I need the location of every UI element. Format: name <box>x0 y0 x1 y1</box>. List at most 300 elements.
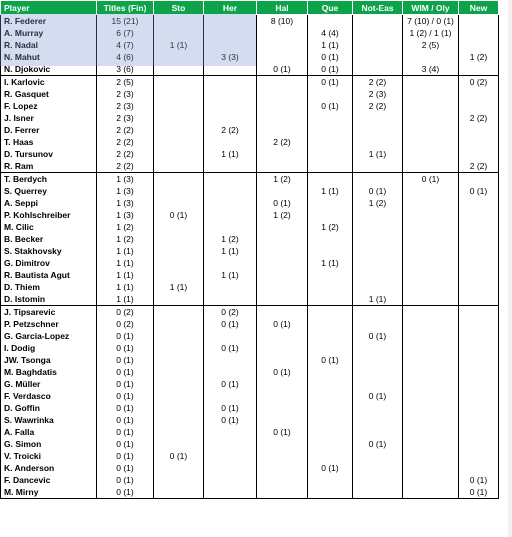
cell-sto[interactable] <box>154 426 204 438</box>
cell-not-eas[interactable] <box>353 233 403 245</box>
cell-hal[interactable] <box>257 293 308 306</box>
cell-sto[interactable] <box>154 318 204 330</box>
cell-hal[interactable] <box>257 450 308 462</box>
cell-her[interactable] <box>204 486 257 499</box>
cell-not-eas[interactable]: 2 (2) <box>353 76 403 89</box>
cell-player[interactable]: P. Kohlschreiber <box>1 209 97 221</box>
cell-que[interactable] <box>308 148 353 160</box>
cell-her[interactable] <box>204 390 257 402</box>
cell-not-eas[interactable] <box>353 354 403 366</box>
cell-her[interactable] <box>204 221 257 233</box>
cell-que[interactable] <box>308 306 353 319</box>
cell-wim-oly[interactable] <box>403 245 459 257</box>
cell-not-eas[interactable] <box>353 63 403 76</box>
cell-sto[interactable] <box>154 15 204 28</box>
cell-que[interactable] <box>308 414 353 426</box>
cell-hal[interactable] <box>257 100 308 112</box>
cell-player[interactable]: D. Istomin <box>1 293 97 306</box>
cell-hal[interactable] <box>257 245 308 257</box>
cell-titles[interactable]: 0 (2) <box>97 306 154 319</box>
cell-player[interactable]: G. Dimitrov <box>1 257 97 269</box>
column-header-player[interactable]: Player <box>1 1 97 15</box>
cell-player[interactable]: N. Mahut <box>1 51 97 63</box>
cell-titles[interactable]: 1 (1) <box>97 269 154 281</box>
cell-sto[interactable] <box>154 221 204 233</box>
cell-new[interactable] <box>459 148 499 160</box>
cell-player[interactable]: D. Tursunov <box>1 148 97 160</box>
cell-titles[interactable]: 2 (2) <box>97 160 154 173</box>
cell-new[interactable] <box>459 342 499 354</box>
cell-player[interactable]: J. Tipsarevic <box>1 306 97 319</box>
cell-player[interactable]: A. Seppi <box>1 197 97 209</box>
cell-que[interactable]: 0 (1) <box>308 100 353 112</box>
cell-not-eas[interactable] <box>353 27 403 39</box>
cell-player[interactable]: JW. Tsonga <box>1 354 97 366</box>
cell-titles[interactable]: 0 (1) <box>97 378 154 390</box>
cell-not-eas[interactable] <box>353 269 403 281</box>
cell-not-eas[interactable] <box>353 426 403 438</box>
cell-hal[interactable]: 1 (2) <box>257 173 308 186</box>
cell-player[interactable]: T. Haas <box>1 136 97 148</box>
cell-her[interactable] <box>204 293 257 306</box>
cell-titles[interactable]: 2 (3) <box>97 100 154 112</box>
cell-sto[interactable] <box>154 342 204 354</box>
cell-wim-oly[interactable] <box>403 318 459 330</box>
cell-hal[interactable] <box>257 160 308 173</box>
cell-titles[interactable]: 2 (3) <box>97 112 154 124</box>
cell-new[interactable] <box>459 100 499 112</box>
cell-her[interactable] <box>204 462 257 474</box>
cell-new[interactable] <box>459 318 499 330</box>
cell-que[interactable] <box>308 390 353 402</box>
cell-not-eas[interactable] <box>353 39 403 51</box>
cell-hal[interactable] <box>257 221 308 233</box>
cell-sto[interactable] <box>154 197 204 209</box>
cell-wim-oly[interactable] <box>403 378 459 390</box>
cell-hal[interactable] <box>257 330 308 342</box>
cell-wim-oly[interactable] <box>403 197 459 209</box>
column-header-sto[interactable]: Sto <box>154 1 204 15</box>
cell-her[interactable] <box>204 185 257 197</box>
cell-player[interactable]: R. Federer <box>1 15 97 28</box>
cell-wim-oly[interactable] <box>403 257 459 269</box>
cell-new[interactable] <box>459 245 499 257</box>
cell-her[interactable] <box>204 76 257 89</box>
cell-her[interactable] <box>204 438 257 450</box>
cell-new[interactable] <box>459 390 499 402</box>
cell-player[interactable]: R. Ram <box>1 160 97 173</box>
cell-titles[interactable]: 0 (1) <box>97 330 154 342</box>
cell-her[interactable]: 1 (2) <box>204 233 257 245</box>
cell-hal[interactable]: 0 (1) <box>257 63 308 76</box>
cell-player[interactable]: G. Garcia-Lopez <box>1 330 97 342</box>
cell-titles[interactable]: 1 (3) <box>97 173 154 186</box>
cell-wim-oly[interactable] <box>403 462 459 474</box>
cell-wim-oly[interactable]: 0 (1) <box>403 173 459 186</box>
cell-sto[interactable] <box>154 378 204 390</box>
cell-player[interactable]: D. Thiem <box>1 281 97 293</box>
cell-que[interactable] <box>308 209 353 221</box>
cell-sto[interactable] <box>154 27 204 39</box>
cell-new[interactable] <box>459 39 499 51</box>
cell-wim-oly[interactable] <box>403 88 459 100</box>
cell-sto[interactable] <box>154 306 204 319</box>
cell-titles[interactable]: 2 (2) <box>97 148 154 160</box>
cell-not-eas[interactable]: 1 (2) <box>353 197 403 209</box>
cell-que[interactable] <box>308 88 353 100</box>
column-header-wim-oly[interactable]: WIM / Oly <box>403 1 459 15</box>
cell-player[interactable]: G. Müller <box>1 378 97 390</box>
cell-new[interactable]: 2 (2) <box>459 112 499 124</box>
cell-not-eas[interactable] <box>353 136 403 148</box>
cell-titles[interactable]: 4 (7) <box>97 39 154 51</box>
cell-new[interactable] <box>459 221 499 233</box>
cell-hal[interactable] <box>257 257 308 269</box>
cell-not-eas[interactable] <box>353 51 403 63</box>
cell-sto[interactable] <box>154 414 204 426</box>
cell-new[interactable] <box>459 462 499 474</box>
cell-new[interactable] <box>459 209 499 221</box>
cell-new[interactable] <box>459 281 499 293</box>
cell-hal[interactable] <box>257 76 308 89</box>
cell-not-eas[interactable] <box>353 462 403 474</box>
cell-sto[interactable] <box>154 63 204 76</box>
cell-new[interactable] <box>459 124 499 136</box>
cell-wim-oly[interactable]: 3 (4) <box>403 63 459 76</box>
cell-hal[interactable] <box>257 342 308 354</box>
cell-new[interactable]: 0 (1) <box>459 486 499 499</box>
cell-wim-oly[interactable] <box>403 306 459 319</box>
cell-new[interactable] <box>459 27 499 39</box>
column-header-her[interactable]: Her <box>204 1 257 15</box>
cell-hal[interactable] <box>257 354 308 366</box>
cell-que[interactable]: 1 (1) <box>308 185 353 197</box>
cell-new[interactable]: 0 (1) <box>459 474 499 486</box>
cell-que[interactable]: 0 (1) <box>308 76 353 89</box>
cell-hal[interactable] <box>257 124 308 136</box>
cell-wim-oly[interactable] <box>403 366 459 378</box>
cell-not-eas[interactable] <box>353 342 403 354</box>
cell-sto[interactable] <box>154 100 204 112</box>
cell-new[interactable] <box>459 426 499 438</box>
cell-wim-oly[interactable]: 7 (10) / 0 (1) <box>403 15 459 28</box>
cell-hal[interactable] <box>257 269 308 281</box>
cell-que[interactable] <box>308 450 353 462</box>
cell-sto[interactable] <box>154 462 204 474</box>
cell-her[interactable]: 0 (1) <box>204 318 257 330</box>
cell-not-eas[interactable] <box>353 450 403 462</box>
cell-not-eas[interactable] <box>353 318 403 330</box>
cell-hal[interactable] <box>257 112 308 124</box>
cell-sto[interactable]: 0 (1) <box>154 450 204 462</box>
cell-new[interactable] <box>459 269 499 281</box>
cell-sto[interactable] <box>154 185 204 197</box>
cell-wim-oly[interactable] <box>403 221 459 233</box>
cell-her[interactable] <box>204 112 257 124</box>
cell-que[interactable] <box>308 136 353 148</box>
cell-sto[interactable]: 1 (1) <box>154 39 204 51</box>
cell-hal[interactable] <box>257 27 308 39</box>
cell-wim-oly[interactable] <box>403 209 459 221</box>
cell-not-eas[interactable] <box>353 486 403 499</box>
cell-new[interactable] <box>459 197 499 209</box>
cell-sto[interactable] <box>154 366 204 378</box>
cell-not-eas[interactable] <box>353 366 403 378</box>
column-header-que[interactable]: Que <box>308 1 353 15</box>
cell-player[interactable]: R. Bautista Agut <box>1 269 97 281</box>
cell-new[interactable] <box>459 438 499 450</box>
column-header-titles[interactable]: Titles (Fin) <box>97 1 154 15</box>
cell-player[interactable]: F. Dancevic <box>1 474 97 486</box>
cell-player[interactable]: D. Ferrer <box>1 124 97 136</box>
cell-wim-oly[interactable] <box>403 293 459 306</box>
cell-player[interactable]: A. Falla <box>1 426 97 438</box>
cell-que[interactable]: 1 (1) <box>308 257 353 269</box>
cell-wim-oly[interactable] <box>403 185 459 197</box>
cell-her[interactable] <box>204 173 257 186</box>
cell-que[interactable] <box>308 269 353 281</box>
cell-wim-oly[interactable] <box>403 76 459 89</box>
cell-player[interactable]: K. Anderson <box>1 462 97 474</box>
cell-sto[interactable]: 1 (1) <box>154 281 204 293</box>
cell-titles[interactable]: 0 (2) <box>97 318 154 330</box>
cell-sto[interactable] <box>154 486 204 499</box>
cell-hal[interactable]: 0 (1) <box>257 318 308 330</box>
cell-not-eas[interactable]: 0 (1) <box>353 330 403 342</box>
cell-titles[interactable]: 3 (6) <box>97 63 154 76</box>
cell-que[interactable] <box>308 15 353 28</box>
cell-her[interactable] <box>204 100 257 112</box>
cell-wim-oly[interactable] <box>403 414 459 426</box>
cell-sto[interactable] <box>154 148 204 160</box>
cell-her[interactable]: 3 (3) <box>204 51 257 63</box>
cell-her[interactable] <box>204 63 257 76</box>
cell-que[interactable] <box>308 281 353 293</box>
cell-wim-oly[interactable] <box>403 148 459 160</box>
cell-que[interactable] <box>308 318 353 330</box>
cell-titles[interactable]: 2 (2) <box>97 124 154 136</box>
cell-player[interactable]: V. Troicki <box>1 450 97 462</box>
cell-titles[interactable]: 0 (1) <box>97 414 154 426</box>
cell-hal[interactable] <box>257 414 308 426</box>
cell-her[interactable] <box>204 354 257 366</box>
cell-titles[interactable]: 0 (1) <box>97 474 154 486</box>
cell-her[interactable] <box>204 27 257 39</box>
column-header-not-eas[interactable]: Not-Eas <box>353 1 403 15</box>
vertical-scrollbar[interactable] <box>508 0 512 537</box>
cell-player[interactable]: I. Karlovic <box>1 76 97 89</box>
cell-titles[interactable]: 1 (3) <box>97 197 154 209</box>
cell-new[interactable] <box>459 330 499 342</box>
cell-her[interactable] <box>204 39 257 51</box>
cell-wim-oly[interactable] <box>403 354 459 366</box>
cell-not-eas[interactable]: 1 (1) <box>353 293 403 306</box>
cell-player[interactable]: J. Isner <box>1 112 97 124</box>
cell-wim-oly[interactable] <box>403 438 459 450</box>
cell-player[interactable]: M. Baghdatis <box>1 366 97 378</box>
cell-titles[interactable]: 2 (2) <box>97 136 154 148</box>
cell-wim-oly[interactable] <box>403 160 459 173</box>
cell-que[interactable] <box>308 160 353 173</box>
cell-wim-oly[interactable] <box>403 112 459 124</box>
cell-hal[interactable]: 1 (2) <box>257 209 308 221</box>
column-header-hal[interactable]: Hal <box>257 1 308 15</box>
cell-player[interactable]: G. Simon <box>1 438 97 450</box>
cell-titles[interactable]: 0 (1) <box>97 426 154 438</box>
cell-sto[interactable] <box>154 402 204 414</box>
cell-que[interactable] <box>308 438 353 450</box>
cell-que[interactable] <box>308 366 353 378</box>
cell-wim-oly[interactable] <box>403 51 459 63</box>
cell-player[interactable]: D. Goffin <box>1 402 97 414</box>
cell-sto[interactable] <box>154 124 204 136</box>
cell-wim-oly[interactable] <box>403 402 459 414</box>
cell-her[interactable] <box>204 257 257 269</box>
cell-titles[interactable]: 1 (1) <box>97 245 154 257</box>
cell-titles[interactable]: 15 (21) <box>97 15 154 28</box>
cell-hal[interactable]: 2 (2) <box>257 136 308 148</box>
cell-her[interactable]: 1 (1) <box>204 148 257 160</box>
cell-hal[interactable] <box>257 462 308 474</box>
cell-hal[interactable] <box>257 306 308 319</box>
cell-not-eas[interactable] <box>353 124 403 136</box>
cell-que[interactable] <box>308 330 353 342</box>
cell-player[interactable]: M. Mirny <box>1 486 97 499</box>
cell-new[interactable] <box>459 450 499 462</box>
cell-not-eas[interactable] <box>353 221 403 233</box>
cell-que[interactable] <box>308 173 353 186</box>
cell-titles[interactable]: 0 (1) <box>97 486 154 499</box>
cell-sto[interactable] <box>154 173 204 186</box>
cell-new[interactable] <box>459 306 499 319</box>
cell-player[interactable]: N. Djokovic <box>1 63 97 76</box>
cell-wim-oly[interactable] <box>403 330 459 342</box>
cell-new[interactable]: 1 (2) <box>459 51 499 63</box>
cell-new[interactable] <box>459 354 499 366</box>
cell-sto[interactable] <box>154 390 204 402</box>
cell-player[interactable]: S. Wawrinka <box>1 414 97 426</box>
cell-her[interactable]: 0 (1) <box>204 378 257 390</box>
cell-player[interactable]: S. Stakhovsky <box>1 245 97 257</box>
cell-sto[interactable] <box>154 112 204 124</box>
cell-que[interactable] <box>308 245 353 257</box>
cell-sto[interactable] <box>154 76 204 89</box>
cell-sto[interactable] <box>154 88 204 100</box>
cell-wim-oly[interactable] <box>403 136 459 148</box>
cell-titles[interactable]: 0 (1) <box>97 402 154 414</box>
cell-titles[interactable]: 6 (7) <box>97 27 154 39</box>
cell-not-eas[interactable]: 2 (3) <box>353 88 403 100</box>
cell-que[interactable] <box>308 233 353 245</box>
cell-que[interactable]: 0 (1) <box>308 354 353 366</box>
cell-her[interactable] <box>204 426 257 438</box>
cell-her[interactable]: 0 (2) <box>204 306 257 319</box>
cell-wim-oly[interactable] <box>403 233 459 245</box>
cell-wim-oly[interactable] <box>403 486 459 499</box>
cell-her[interactable] <box>204 209 257 221</box>
cell-wim-oly[interactable]: 2 (5) <box>403 39 459 51</box>
cell-que[interactable] <box>308 342 353 354</box>
cell-que[interactable] <box>308 293 353 306</box>
cell-hal[interactable] <box>257 390 308 402</box>
cell-player[interactable]: T. Berdych <box>1 173 97 186</box>
cell-que[interactable]: 1 (2) <box>308 221 353 233</box>
cell-hal[interactable] <box>257 148 308 160</box>
cell-new[interactable] <box>459 378 499 390</box>
cell-wim-oly[interactable] <box>403 281 459 293</box>
cell-not-eas[interactable] <box>353 414 403 426</box>
cell-player[interactable]: I. Dodig <box>1 342 97 354</box>
cell-que[interactable] <box>308 402 353 414</box>
cell-wim-oly[interactable] <box>403 474 459 486</box>
cell-sto[interactable] <box>154 474 204 486</box>
cell-hal[interactable] <box>257 402 308 414</box>
cell-her[interactable]: 1 (1) <box>204 269 257 281</box>
cell-titles[interactable]: 1 (3) <box>97 185 154 197</box>
cell-wim-oly[interactable] <box>403 100 459 112</box>
cell-not-eas[interactable] <box>353 209 403 221</box>
cell-sto[interactable] <box>154 330 204 342</box>
cell-her[interactable] <box>204 160 257 173</box>
cell-que[interactable] <box>308 474 353 486</box>
cell-hal[interactable]: 0 (1) <box>257 197 308 209</box>
cell-hal[interactable] <box>257 51 308 63</box>
cell-not-eas[interactable] <box>353 474 403 486</box>
cell-wim-oly[interactable] <box>403 342 459 354</box>
cell-wim-oly[interactable] <box>403 124 459 136</box>
cell-que[interactable] <box>308 486 353 499</box>
cell-her[interactable] <box>204 366 257 378</box>
cell-not-eas[interactable] <box>353 160 403 173</box>
cell-wim-oly[interactable] <box>403 450 459 462</box>
cell-player[interactable]: M. Cilic <box>1 221 97 233</box>
cell-titles[interactable]: 1 (1) <box>97 257 154 269</box>
cell-hal[interactable] <box>257 88 308 100</box>
cell-her[interactable] <box>204 474 257 486</box>
cell-not-eas[interactable]: 0 (1) <box>353 390 403 402</box>
cell-sto[interactable] <box>154 354 204 366</box>
cell-her[interactable]: 2 (2) <box>204 124 257 136</box>
cell-hal[interactable]: 0 (1) <box>257 426 308 438</box>
cell-hal[interactable] <box>257 486 308 499</box>
cell-her[interactable] <box>204 450 257 462</box>
cell-hal[interactable] <box>257 378 308 390</box>
cell-titles[interactable]: 2 (5) <box>97 76 154 89</box>
cell-player[interactable]: S. Querrey <box>1 185 97 197</box>
cell-not-eas[interactable]: 0 (1) <box>353 185 403 197</box>
cell-titles[interactable]: 0 (1) <box>97 390 154 402</box>
cell-her[interactable]: 1 (1) <box>204 245 257 257</box>
cell-her[interactable]: 0 (1) <box>204 342 257 354</box>
cell-player[interactable]: P. Petzschner <box>1 318 97 330</box>
cell-titles[interactable]: 0 (1) <box>97 342 154 354</box>
cell-her[interactable]: 0 (1) <box>204 402 257 414</box>
cell-new[interactable] <box>459 257 499 269</box>
cell-new[interactable]: 0 (1) <box>459 185 499 197</box>
cell-not-eas[interactable]: 0 (1) <box>353 438 403 450</box>
cell-sto[interactable] <box>154 51 204 63</box>
cell-new[interactable] <box>459 293 499 306</box>
cell-player[interactable]: R. Nadal <box>1 39 97 51</box>
cell-que[interactable] <box>308 112 353 124</box>
column-header-new[interactable]: New <box>459 1 499 15</box>
cell-wim-oly[interactable] <box>403 269 459 281</box>
cell-player[interactable]: B. Becker <box>1 233 97 245</box>
cell-player[interactable]: F. Lopez <box>1 100 97 112</box>
cell-hal[interactable] <box>257 281 308 293</box>
cell-que[interactable]: 0 (1) <box>308 51 353 63</box>
cell-new[interactable] <box>459 414 499 426</box>
